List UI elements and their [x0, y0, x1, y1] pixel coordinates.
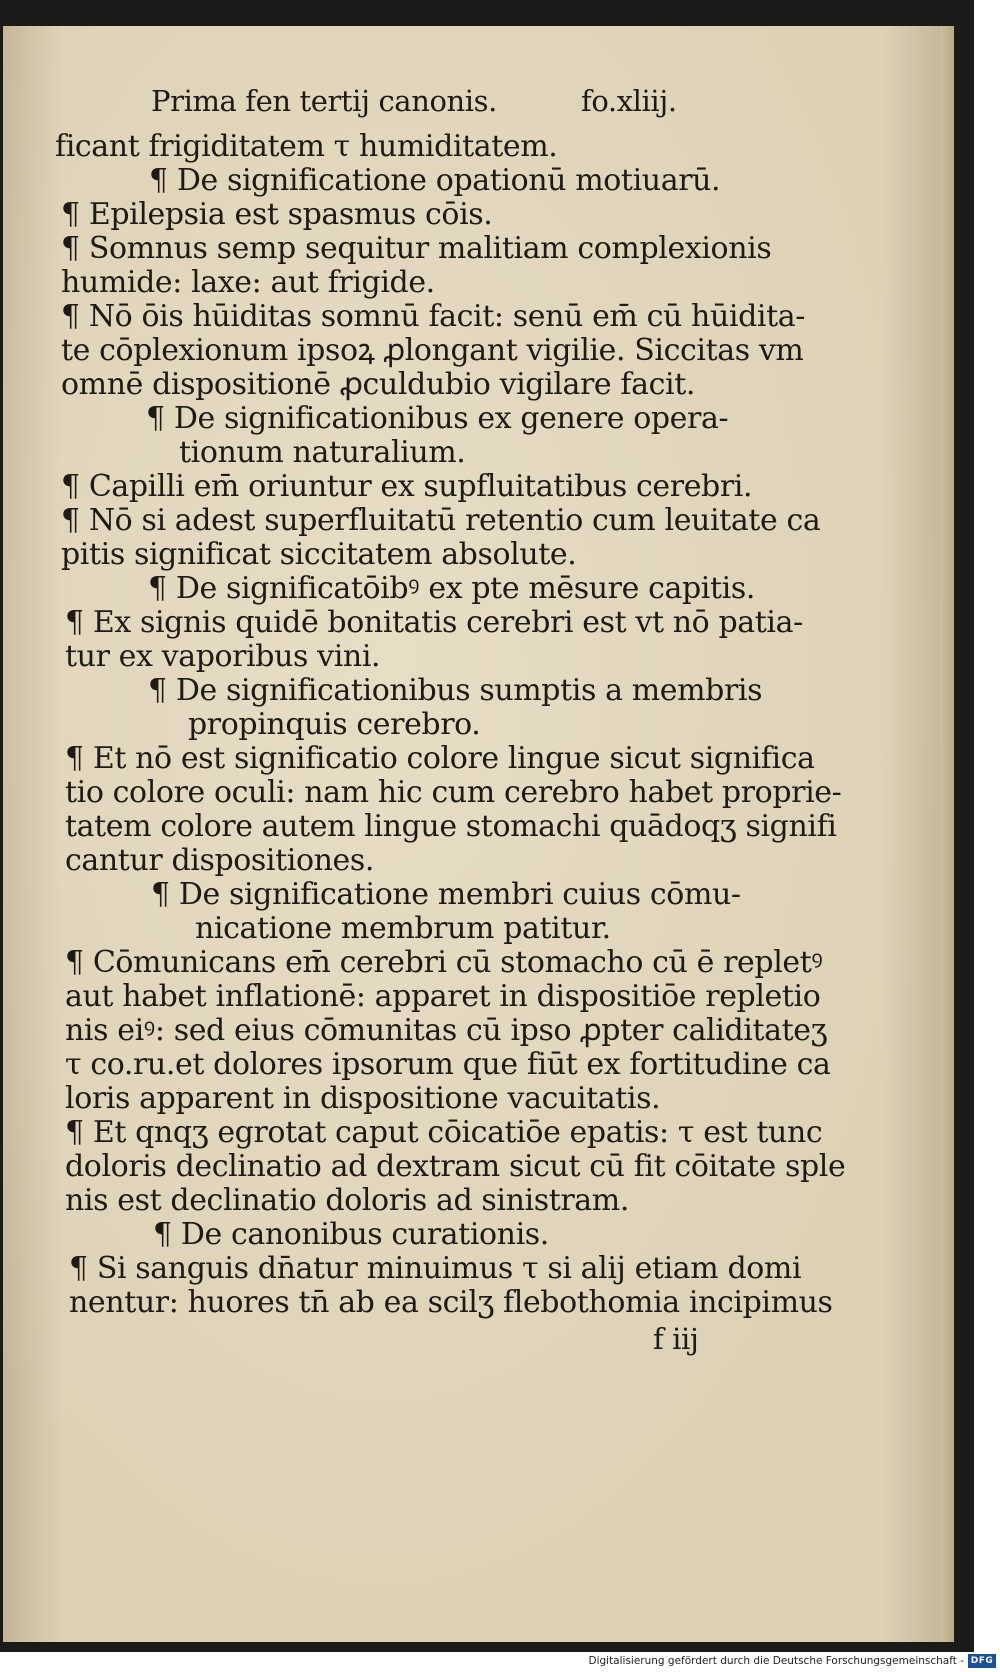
text-line: ¶ De significationibus ex genere opera-: [146, 401, 729, 436]
text-line: nis eiꝰ: sed eius cōmunitas cū ipso ꝓpter caliditateʒ: [65, 1013, 828, 1048]
text-line: nicatione membrum patitur.: [195, 911, 611, 946]
text-line: ¶ Et nō est significatio colore lingue sicut significa: [65, 741, 815, 776]
text-line: ¶ Nō ōis hūiditas somnū facit: senū em̄ cū hūidita-: [61, 299, 805, 334]
folio-number: fo.xliij.: [581, 84, 677, 118]
text-line: cantur dispositiones.: [65, 843, 375, 878]
text-line: tur ex vaporibus vini.: [65, 639, 381, 674]
text-line: ¶ De significatione opationū motiuarū.: [149, 163, 721, 198]
text-line: nis est declinatio doloris ad sinistram.: [65, 1183, 629, 1218]
text-line: ¶ Ex signis quidē bonitatis cerebri est vt nō patia-: [65, 605, 803, 640]
text-line: ¶ Capilli em̄ oriuntur ex supfluitatibus cerebri.: [61, 469, 753, 504]
book-page: [3, 26, 954, 1642]
text-line: pitis significat siccitatem absolute.: [61, 537, 577, 572]
text-line: humide: laxe: aut frigide.: [61, 265, 435, 300]
text-block: [3, 26, 954, 1642]
text-line: te cōplexionum ipsoꝝ ꝓlongant vigilie. Siccitas vm: [61, 333, 804, 368]
text-line: ¶ Et qnqʒ egrotat caput cōicatiōe epatis: τ est tunc: [65, 1115, 823, 1150]
text-line: loris apparent in dispositione vacuitatis.: [65, 1081, 661, 1116]
signature-mark: f iij: [653, 1322, 699, 1356]
text-line: aut habet inflationē: apparet in dispositiōe repletio: [65, 979, 821, 1014]
text-line: nentur: huores tn̄ ab ea scilʒ flebothomia incipimus: [69, 1285, 833, 1320]
text-line: omnē dispositionē ꝓculdubio vigilare facit.: [61, 367, 695, 402]
text-line: doloris declinatio ad dextram sicut cū fit cōitate sple: [65, 1149, 846, 1184]
running-title: Prima fen tertij canonis.: [151, 84, 497, 118]
text-line: ¶ De significatōibꝰ ex pte mēsure capitis.: [148, 571, 755, 606]
text-line: ¶ De significationibus sumptis a membris: [148, 673, 763, 708]
text-line: ¶ Somnus semp sequitur malitiam complexionis: [61, 231, 772, 266]
text-line: ¶ Cōmunicans em̄ cerebri cū stomacho cū ē repletꝰ: [65, 945, 823, 980]
text-line: tio colore oculi: nam hic cum cerebro habet proprie-: [65, 775, 842, 810]
text-line: ¶ Epilepsia est spasmus cōis.: [61, 197, 493, 232]
text-line: ficant frigiditatem τ humiditatem.: [55, 129, 558, 164]
text-line: tatem colore autem lingue stomachi quādoqʒ signifi: [65, 809, 837, 844]
text-line: ¶ De canonibus curationis.: [153, 1217, 549, 1252]
text-line: ¶ De significatione membri cuius cōmu-: [151, 877, 741, 912]
text-line: propinquis cerebro.: [188, 707, 481, 742]
digitization-credit: Digitalisierung gefördert durch die Deutsche Forschungsgemeinschaft -: [588, 1655, 964, 1667]
dfg-logo: DFG: [968, 1654, 996, 1668]
text-line: ¶ Si sanguis dn̄atur minuimus τ si alij etiam domi: [69, 1251, 802, 1286]
text-line: tionum naturalium.: [179, 435, 466, 470]
text-line: ¶ Nō si adest superfluitatū retentio cum leuitate ca: [61, 503, 821, 538]
text-line: τ co.ru.et dolores ipsorum que fiūt ex fortitudine ca: [65, 1047, 831, 1082]
